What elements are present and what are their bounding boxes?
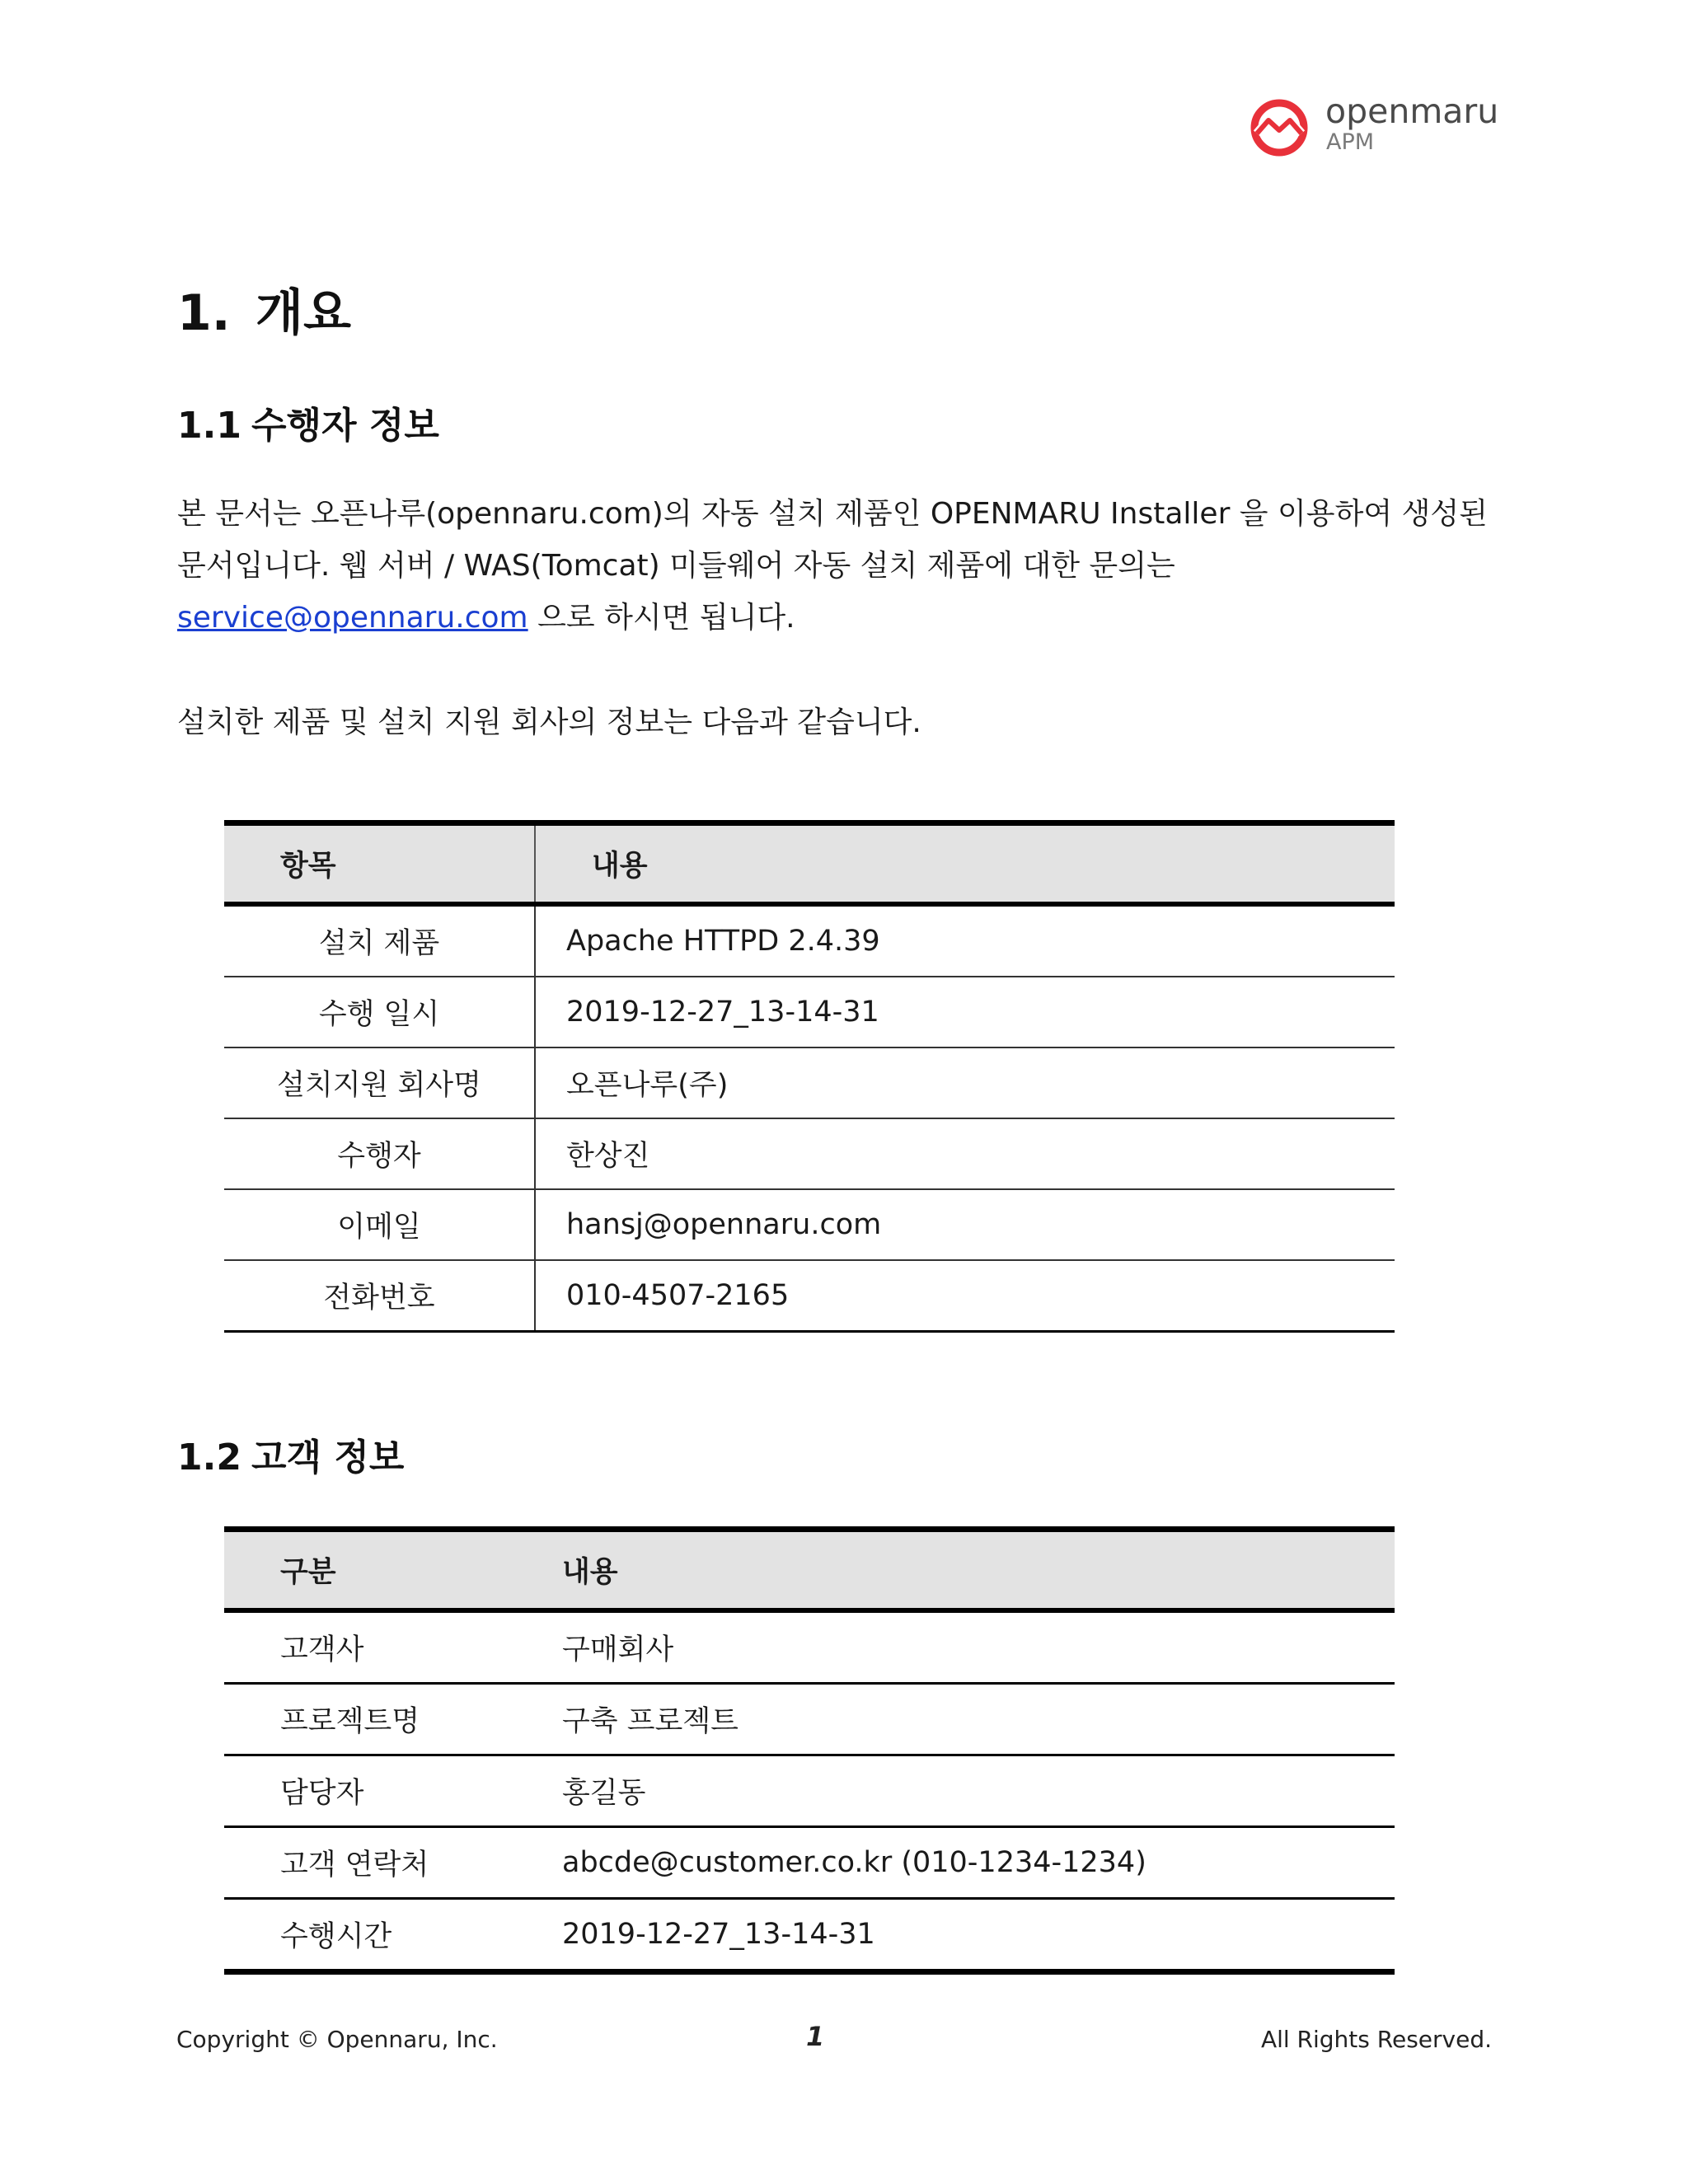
section-heading-performer [177,396,439,448]
table-header-row [224,823,1395,905]
header-category: 구분 [224,1530,562,1611]
performer-info-table [224,820,1395,1333]
intro-line-3-rest: 으로 하시면 됩니다. [528,601,795,635]
service-email-link[interactable]: service@opennaru.com [177,601,528,635]
section-heading-customer [177,1427,404,1480]
row-value: 한상진 [535,1118,1395,1189]
row-value: Apache HTTPD 2.4.39 [535,904,1395,977]
table-row [224,1260,1395,1332]
row-label: 설치 제품 [224,904,535,977]
row-value: 010-4507-2165 [535,1260,1395,1332]
row-label: 담당자 [224,1755,562,1827]
chapter-number: 1. [177,284,231,342]
row-value: abcde@customer.co.kr (010-1234-1234) [562,1827,1395,1899]
table-row [224,1047,1395,1118]
row-value: 홍길동 [562,1755,1395,1827]
logo-subtitle: APM [1326,129,1375,155]
row-value: 2019-12-27_13-14-31 [562,1899,1395,1972]
table-row [224,1827,1395,1899]
row-label: 이메일 [224,1189,535,1260]
row-label: 수행자 [224,1118,535,1189]
row-label: 수행시간 [224,1899,562,1972]
section-number: 1.1 [177,405,241,447]
table-row [224,1610,1395,1684]
row-value: 구매회사 [562,1610,1395,1684]
row-label: 설치지원 회사명 [224,1047,535,1118]
table-row [224,977,1395,1047]
intro-line-3 [177,592,1521,644]
row-label: 고객 연락처 [224,1827,562,1899]
header-content: 내용 [535,823,1395,905]
customer-info-table [224,1526,1395,1975]
row-value: 구축 프로젝트 [562,1684,1395,1755]
footer-copyright: Copyright © Opennaru, Inc. [176,2026,498,2053]
section-title: 수행자 정보 [251,405,439,447]
row-label: 고객사 [224,1610,562,1684]
table-row [224,1684,1395,1755]
intro-line-1: 본 문서는 오픈나루(opennaru.com)의 자동 설치 제품인 OPENMARU Installer 을 이용하여 생성된 [177,497,1488,531]
section-title: 고객 정보 [251,1436,405,1479]
row-value: 2019-12-27_13-14-31 [535,977,1395,1047]
row-value: 오픈나루(주) [535,1047,1395,1118]
section-number: 1.2 [177,1436,241,1479]
header-content: 내용 [562,1530,1395,1611]
chapter-title: 개요 [256,284,351,342]
footer-page-number: 1 [806,2021,825,2052]
openmaru-logo [1249,91,1512,161]
table-row [224,1899,1395,1972]
table-row [224,1118,1395,1189]
footer-rights: All Rights Reserved. [1260,2026,1492,2053]
table-row [224,1189,1395,1260]
openmaru-logo-icon [1249,97,1310,158]
logo-name: openmaru [1325,91,1499,131]
header-item: 항목 [224,823,535,905]
row-label: 수행 일시 [224,977,535,1047]
table-row [224,1755,1395,1827]
row-label: 전화번호 [224,1260,535,1332]
summary-paragraph [177,696,1521,748]
row-value: hansj@opennaru.com [535,1189,1395,1260]
table-header-row [224,1530,1395,1611]
row-label: 프로젝트명 [224,1684,562,1755]
summary-text: 설치한 제품 및 설치 지원 회사의 정보는 다음과 같습니다. [177,705,921,739]
table-row [224,904,1395,977]
chapter-heading [177,274,351,344]
intro-line-2: 문서입니다. 웹 서버 / WAS(Tomcat) 미들웨어 자동 설치 제품에 대한 문의는 [177,549,1175,583]
intro-paragraph [177,488,1521,644]
